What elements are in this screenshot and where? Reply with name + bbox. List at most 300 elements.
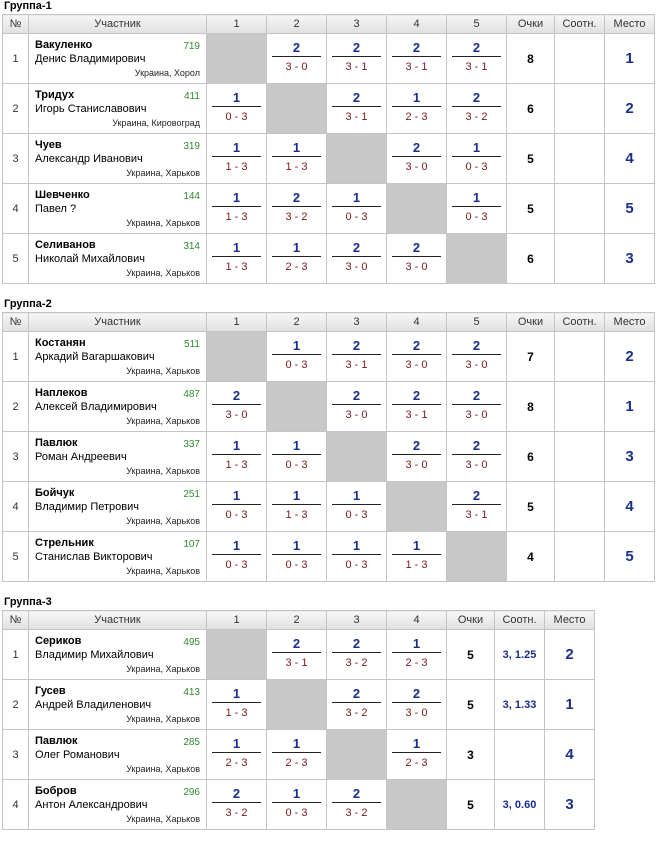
match-points: 2 bbox=[412, 438, 421, 453]
participant-surname[interactable]: Павлюк bbox=[35, 735, 78, 747]
match-points: 2 bbox=[472, 90, 481, 105]
match-cell bbox=[327, 680, 387, 730]
match-cell bbox=[387, 630, 447, 680]
participant-given-names: Андрей Владиленович bbox=[35, 699, 152, 711]
participant-surname[interactable]: Шевченко bbox=[35, 189, 90, 201]
match-points: 1 bbox=[292, 736, 301, 751]
participant-location: Украина, Харьков bbox=[126, 366, 200, 376]
participant-cell bbox=[29, 730, 207, 780]
match-points: 1 bbox=[232, 488, 241, 503]
participant-surname[interactable]: Сериков bbox=[35, 635, 82, 647]
match-score: 0 - 3 bbox=[345, 509, 368, 521]
match-score: 2 - 3 bbox=[225, 757, 248, 769]
match-divider bbox=[392, 752, 441, 753]
match-score: 1 - 3 bbox=[225, 161, 248, 173]
match-score: 3 - 2 bbox=[225, 807, 248, 819]
match-cell bbox=[327, 34, 387, 84]
match-points: 2 bbox=[352, 90, 361, 105]
header-opponent-col: 3 bbox=[327, 313, 387, 332]
header-points: Очки bbox=[507, 15, 555, 34]
ratio-cell: 3, 0.60 bbox=[495, 780, 545, 830]
match-points: 1 bbox=[232, 90, 241, 105]
participant-cell bbox=[29, 382, 207, 432]
group-table bbox=[2, 14, 655, 284]
match-score: 3 - 0 bbox=[345, 261, 368, 273]
participant-surname[interactable]: Гусев bbox=[35, 685, 66, 697]
match-cell bbox=[267, 184, 327, 234]
match-divider bbox=[272, 56, 321, 57]
match-score: 3 - 1 bbox=[345, 359, 368, 371]
match-points: 1 bbox=[412, 636, 421, 651]
match-score: 3 - 0 bbox=[345, 409, 368, 421]
header-opponent-col: 3 bbox=[327, 15, 387, 34]
points-cell: 5 bbox=[447, 780, 495, 830]
match-points: 1 bbox=[232, 240, 241, 255]
match-score: 0 - 3 bbox=[285, 459, 308, 471]
participant-cell bbox=[29, 84, 207, 134]
match-divider bbox=[332, 206, 381, 207]
match-score: 3 - 0 bbox=[465, 359, 488, 371]
match-score: 3 - 2 bbox=[465, 111, 488, 123]
match-score: 2 - 3 bbox=[405, 757, 428, 769]
match-divider bbox=[332, 504, 381, 505]
match-points: 1 bbox=[412, 538, 421, 553]
points-cell: 6 bbox=[507, 432, 555, 482]
match-cell bbox=[267, 730, 327, 780]
match-cell bbox=[207, 184, 267, 234]
points-cell: 5 bbox=[507, 482, 555, 532]
participant-surname[interactable]: Павлюк bbox=[35, 437, 78, 449]
match-divider bbox=[272, 504, 321, 505]
participant-location: Украина, Харьков bbox=[126, 566, 200, 576]
participant-rating: 296 bbox=[183, 787, 200, 798]
match-score: 1 - 3 bbox=[225, 707, 248, 719]
match-points: 2 bbox=[412, 686, 421, 701]
self-match-cell bbox=[267, 680, 327, 730]
participant-rating: 411 bbox=[184, 91, 200, 102]
match-score: 1 - 3 bbox=[225, 211, 248, 223]
match-score: 3 - 1 bbox=[345, 61, 368, 73]
match-points: 2 bbox=[232, 786, 241, 801]
match-cell bbox=[327, 532, 387, 582]
participant-location: Украина, Харьков bbox=[126, 218, 200, 228]
participant-location: Украина, Харьков bbox=[126, 714, 200, 724]
place-cell: 3 bbox=[605, 234, 655, 284]
row-number: 2 bbox=[3, 382, 29, 432]
header-no: № bbox=[3, 313, 29, 332]
ratio-cell bbox=[495, 730, 545, 780]
participant-cell bbox=[29, 680, 207, 730]
ratio-cell bbox=[555, 432, 605, 482]
match-divider bbox=[332, 256, 381, 257]
match-score: 1 - 3 bbox=[225, 261, 248, 273]
match-cell bbox=[387, 680, 447, 730]
ratio-cell bbox=[555, 84, 605, 134]
match-cell bbox=[267, 134, 327, 184]
match-divider bbox=[212, 256, 261, 257]
place-cell: 3 bbox=[545, 780, 595, 830]
participant-surname[interactable]: Селиванов bbox=[35, 239, 96, 251]
participant-rating: 319 bbox=[183, 141, 200, 152]
participant-given-names: Игорь Станиславович bbox=[35, 103, 147, 115]
table-row bbox=[3, 680, 595, 730]
match-points: 2 bbox=[352, 636, 361, 651]
match-points: 1 bbox=[292, 786, 301, 801]
match-divider bbox=[392, 702, 441, 703]
participant-given-names: Аркадий Вагаршакович bbox=[35, 351, 155, 363]
match-points: 1 bbox=[472, 190, 481, 205]
participant-cell bbox=[29, 34, 207, 84]
self-match-cell bbox=[207, 630, 267, 680]
table-row bbox=[3, 730, 595, 780]
match-cell bbox=[207, 780, 267, 830]
match-score: 3 - 2 bbox=[345, 657, 368, 669]
match-divider bbox=[272, 354, 321, 355]
place-cell: 4 bbox=[605, 134, 655, 184]
match-cell bbox=[447, 332, 507, 382]
place-cell: 3 bbox=[605, 432, 655, 482]
points-cell: 8 bbox=[507, 34, 555, 84]
participant-cell bbox=[29, 184, 207, 234]
match-score: 1 - 3 bbox=[285, 509, 308, 521]
row-number: 3 bbox=[3, 730, 29, 780]
row-number: 1 bbox=[3, 332, 29, 382]
match-points: 2 bbox=[412, 388, 421, 403]
match-cell bbox=[387, 134, 447, 184]
header-row bbox=[3, 15, 655, 34]
table-row bbox=[3, 532, 655, 582]
place-cell: 2 bbox=[545, 630, 595, 680]
match-divider bbox=[332, 802, 381, 803]
participant-rating: 719 bbox=[183, 41, 200, 52]
row-number: 4 bbox=[3, 482, 29, 532]
self-match-cell bbox=[447, 234, 507, 284]
match-cell bbox=[267, 34, 327, 84]
group-title: Группа-1 bbox=[4, 0, 52, 12]
participant-cell bbox=[29, 532, 207, 582]
row-number: 2 bbox=[3, 680, 29, 730]
match-score: 3 - 2 bbox=[345, 707, 368, 719]
match-points: 1 bbox=[352, 488, 361, 503]
match-score: 3 - 1 bbox=[345, 111, 368, 123]
match-score: 0 - 3 bbox=[465, 161, 488, 173]
match-cell bbox=[387, 382, 447, 432]
match-points: 1 bbox=[292, 438, 301, 453]
match-cell bbox=[267, 332, 327, 382]
place-cell: 4 bbox=[545, 730, 595, 780]
match-cell bbox=[267, 780, 327, 830]
points-cell: 3 bbox=[447, 730, 495, 780]
match-divider bbox=[452, 206, 501, 207]
self-match-cell bbox=[327, 432, 387, 482]
match-cell bbox=[387, 532, 447, 582]
match-cell bbox=[327, 234, 387, 284]
match-points: 1 bbox=[412, 736, 421, 751]
header-participant: Участник bbox=[29, 611, 207, 630]
match-cell bbox=[447, 134, 507, 184]
match-score: 1 - 3 bbox=[285, 161, 308, 173]
match-points: 1 bbox=[232, 736, 241, 751]
participant-location: Украина, Кировоград bbox=[112, 118, 200, 128]
participant-given-names: Александр Иванович bbox=[35, 153, 143, 165]
participant-cell bbox=[29, 630, 207, 680]
match-divider bbox=[212, 554, 261, 555]
match-divider bbox=[272, 156, 321, 157]
self-match-cell bbox=[387, 184, 447, 234]
match-divider bbox=[212, 156, 261, 157]
table-row bbox=[3, 432, 655, 482]
match-score: 2 - 3 bbox=[285, 757, 308, 769]
participant-surname[interactable]: Чуев bbox=[35, 139, 62, 151]
participant-location: Украина, Харьков bbox=[126, 268, 200, 278]
match-cell bbox=[327, 332, 387, 382]
table-row bbox=[3, 234, 655, 284]
participant-rating: 144 bbox=[183, 191, 200, 202]
match-points: 2 bbox=[472, 40, 481, 55]
participant-location: Украина, Хорол bbox=[134, 68, 200, 78]
header-opponent-col: 3 bbox=[327, 611, 387, 630]
match-points: 2 bbox=[412, 40, 421, 55]
header-opponent-col: 1 bbox=[207, 15, 267, 34]
match-score: 3 - 0 bbox=[405, 359, 428, 371]
match-points: 2 bbox=[472, 488, 481, 503]
table-row bbox=[3, 780, 595, 830]
table-row bbox=[3, 482, 655, 532]
match-points: 1 bbox=[232, 686, 241, 701]
ratio-cell bbox=[555, 332, 605, 382]
row-number: 3 bbox=[3, 432, 29, 482]
self-match-cell bbox=[387, 482, 447, 532]
match-cell bbox=[267, 234, 327, 284]
match-divider bbox=[392, 404, 441, 405]
match-score: 2 - 3 bbox=[405, 657, 428, 669]
match-score: 3 - 1 bbox=[465, 61, 488, 73]
ratio-cell: 3, 1.25 bbox=[495, 630, 545, 680]
match-points: 2 bbox=[352, 388, 361, 403]
match-divider bbox=[212, 454, 261, 455]
self-match-cell bbox=[267, 84, 327, 134]
match-points: 2 bbox=[352, 240, 361, 255]
match-cell bbox=[207, 680, 267, 730]
participant-cell bbox=[29, 134, 207, 184]
match-score: 0 - 3 bbox=[465, 211, 488, 223]
match-divider bbox=[272, 802, 321, 803]
place-cell: 5 bbox=[605, 184, 655, 234]
match-divider bbox=[332, 354, 381, 355]
participant-location: Украина, Харьков bbox=[126, 416, 200, 426]
match-divider bbox=[452, 454, 501, 455]
match-points: 1 bbox=[352, 538, 361, 553]
match-divider bbox=[212, 802, 261, 803]
self-match-cell bbox=[387, 780, 447, 830]
place-cell: 2 bbox=[605, 332, 655, 382]
match-divider bbox=[212, 106, 261, 107]
self-match-cell bbox=[447, 532, 507, 582]
table-row bbox=[3, 332, 655, 382]
match-cell bbox=[327, 630, 387, 680]
match-score: 3 - 2 bbox=[345, 807, 368, 819]
match-score: 0 - 3 bbox=[345, 211, 368, 223]
table-row bbox=[3, 84, 655, 134]
match-points: 1 bbox=[412, 90, 421, 105]
participant-location: Украина, Харьков bbox=[126, 466, 200, 476]
participant-surname[interactable]: Бобров bbox=[35, 785, 77, 797]
participant-surname[interactable]: Вакуленко bbox=[35, 39, 93, 51]
header-ratio: Соотн. bbox=[555, 15, 605, 34]
participant-location: Украина, Харьков bbox=[126, 168, 200, 178]
match-cell bbox=[267, 532, 327, 582]
participant-surname[interactable]: Наплеков bbox=[35, 387, 88, 399]
match-divider bbox=[392, 554, 441, 555]
match-cell bbox=[207, 234, 267, 284]
row-number: 4 bbox=[3, 184, 29, 234]
participant-rating: 413 bbox=[183, 687, 200, 698]
header-row bbox=[3, 313, 655, 332]
match-points: 1 bbox=[352, 190, 361, 205]
match-divider bbox=[332, 554, 381, 555]
match-points: 2 bbox=[412, 338, 421, 353]
match-divider bbox=[212, 404, 261, 405]
points-cell: 8 bbox=[507, 382, 555, 432]
match-divider bbox=[272, 652, 321, 653]
match-score: 3 - 0 bbox=[405, 459, 428, 471]
self-match-cell bbox=[327, 134, 387, 184]
match-divider bbox=[332, 106, 381, 107]
match-cell bbox=[387, 332, 447, 382]
header-row bbox=[3, 611, 595, 630]
participant-surname[interactable]: Стрельник bbox=[35, 537, 94, 549]
match-score: 2 - 3 bbox=[285, 261, 308, 273]
match-points: 1 bbox=[292, 488, 301, 503]
match-cell bbox=[207, 382, 267, 432]
match-cell bbox=[267, 432, 327, 482]
participant-rating: 487 bbox=[183, 389, 200, 400]
header-ratio: Соотн. bbox=[555, 313, 605, 332]
participant-given-names: Алексей Владимирович bbox=[35, 401, 157, 413]
match-score: 3 - 0 bbox=[405, 707, 428, 719]
header-place: Место bbox=[605, 313, 655, 332]
match-divider bbox=[452, 404, 501, 405]
match-divider bbox=[452, 354, 501, 355]
match-points: 2 bbox=[352, 338, 361, 353]
match-cell bbox=[327, 482, 387, 532]
ratio-cell bbox=[555, 184, 605, 234]
match-divider bbox=[332, 652, 381, 653]
match-cell bbox=[387, 234, 447, 284]
participant-given-names: Антон Александрович bbox=[35, 799, 148, 811]
match-divider bbox=[392, 652, 441, 653]
match-points: 1 bbox=[472, 140, 481, 155]
header-opponent-col: 2 bbox=[267, 313, 327, 332]
match-points: 1 bbox=[232, 190, 241, 205]
match-score: 3 - 0 bbox=[225, 409, 248, 421]
participant-location: Украина, Харьков bbox=[126, 664, 200, 674]
row-number: 1 bbox=[3, 630, 29, 680]
participant-rating: 107 bbox=[183, 539, 200, 550]
row-number: 5 bbox=[3, 234, 29, 284]
participant-rating: 511 bbox=[184, 339, 200, 350]
match-points: 2 bbox=[412, 140, 421, 155]
match-divider bbox=[392, 256, 441, 257]
match-divider bbox=[212, 504, 261, 505]
participant-given-names: Роман Андреевич bbox=[35, 451, 127, 463]
ratio-cell bbox=[555, 134, 605, 184]
match-cell bbox=[447, 84, 507, 134]
header-participant: Участник bbox=[29, 313, 207, 332]
row-number: 3 bbox=[3, 134, 29, 184]
participant-surname[interactable]: Тридух bbox=[35, 89, 75, 101]
participant-given-names: Станислав Викторович bbox=[35, 551, 153, 563]
participant-given-names: Владимир Петрович bbox=[35, 501, 139, 513]
participant-rating: 495 bbox=[183, 637, 200, 648]
match-points: 2 bbox=[352, 40, 361, 55]
match-divider bbox=[272, 554, 321, 555]
match-divider bbox=[332, 56, 381, 57]
table-row bbox=[3, 34, 655, 84]
match-cell bbox=[387, 34, 447, 84]
match-divider bbox=[392, 354, 441, 355]
match-divider bbox=[272, 206, 321, 207]
group-title: Группа-3 bbox=[4, 596, 52, 608]
participant-rating: 337 bbox=[183, 439, 200, 450]
participant-surname[interactable]: Костанян bbox=[35, 337, 86, 349]
header-place: Место bbox=[605, 15, 655, 34]
ratio-cell bbox=[555, 532, 605, 582]
row-number: 1 bbox=[3, 34, 29, 84]
participant-given-names: Олег Романович bbox=[35, 749, 120, 761]
match-cell bbox=[447, 184, 507, 234]
header-opponent-col: 4 bbox=[387, 313, 447, 332]
match-divider bbox=[392, 106, 441, 107]
group-table bbox=[2, 312, 655, 582]
match-divider bbox=[212, 702, 261, 703]
participant-cell bbox=[29, 482, 207, 532]
self-match-cell bbox=[207, 332, 267, 382]
match-cell bbox=[207, 134, 267, 184]
match-divider bbox=[272, 256, 321, 257]
match-divider bbox=[452, 156, 501, 157]
self-match-cell bbox=[327, 730, 387, 780]
match-divider bbox=[452, 106, 501, 107]
match-cell bbox=[387, 432, 447, 482]
header-opponent-col: 1 bbox=[207, 313, 267, 332]
group-title: Группа-2 bbox=[4, 298, 52, 310]
match-score: 0 - 3 bbox=[345, 559, 368, 571]
points-cell: 5 bbox=[507, 184, 555, 234]
match-cell bbox=[327, 780, 387, 830]
match-score: 3 - 0 bbox=[405, 261, 428, 273]
match-points: 1 bbox=[292, 338, 301, 353]
match-points: 2 bbox=[292, 636, 301, 651]
points-cell: 4 bbox=[507, 532, 555, 582]
header-no: № bbox=[3, 611, 29, 630]
match-points: 1 bbox=[292, 538, 301, 553]
header-points: Очки bbox=[507, 313, 555, 332]
participant-surname[interactable]: Бойчук bbox=[35, 487, 75, 499]
participant-given-names: Павел ? bbox=[35, 203, 77, 215]
place-cell: 1 bbox=[545, 680, 595, 730]
points-cell: 6 bbox=[507, 234, 555, 284]
match-score: 0 - 3 bbox=[225, 509, 248, 521]
match-divider bbox=[272, 752, 321, 753]
ratio-cell: 3, 1.33 bbox=[495, 680, 545, 730]
header-opponent-col: 2 bbox=[267, 15, 327, 34]
match-score: 3 - 1 bbox=[285, 657, 308, 669]
place-cell: 5 bbox=[605, 532, 655, 582]
match-score: 0 - 3 bbox=[225, 111, 248, 123]
header-opponent-col: 2 bbox=[267, 611, 327, 630]
match-divider bbox=[392, 454, 441, 455]
